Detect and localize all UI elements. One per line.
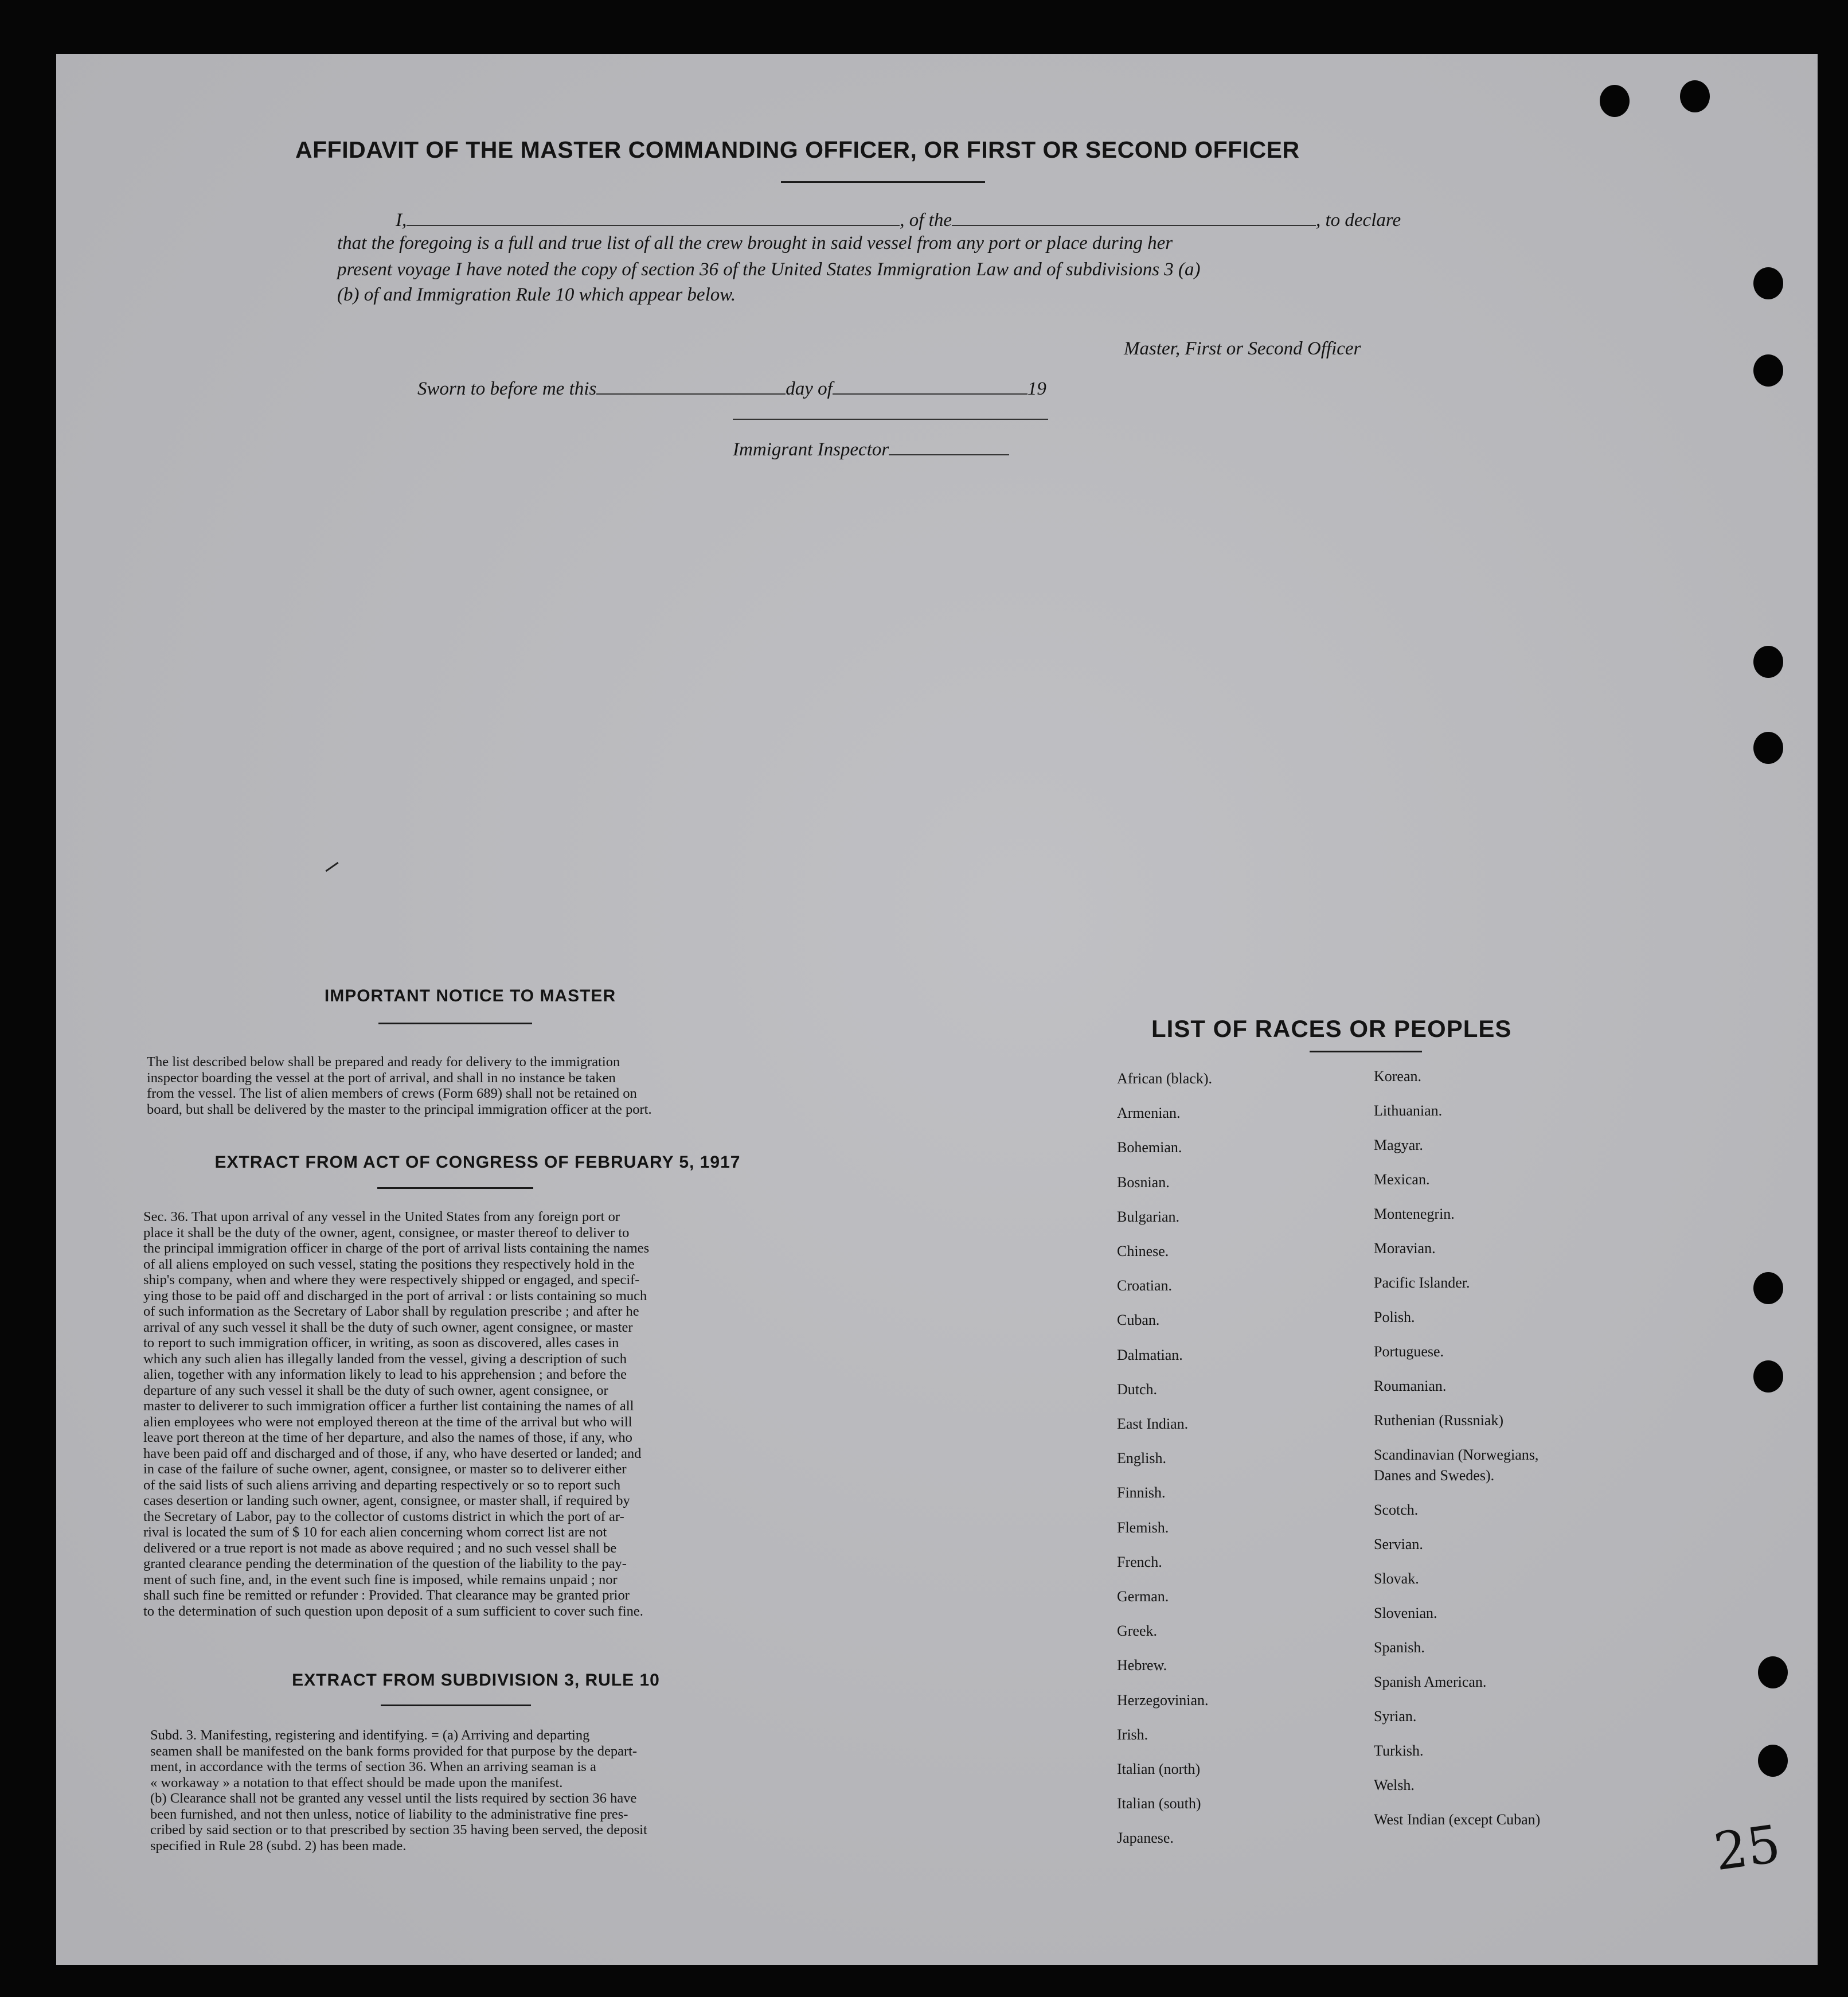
punch-hole <box>1753 354 1783 387</box>
punch-hole <box>1753 732 1783 764</box>
paragraph-line: been furnished, and not then unless, notice of liability to the administrative fine pres- <box>150 1806 628 1822</box>
paragraph-line: « workaway » a notation to that effect should be made upon the manifest. <box>150 1774 563 1791</box>
race-item: Syrian. <box>1374 1708 1417 1725</box>
affidavit-of-the: , of the <box>900 210 952 231</box>
paragraph-line: place it shall be the duty of the owner, agent, consignee, or master thereof to deliver to <box>143 1224 630 1241</box>
paragraph-line: which any such alien has illegally landed from the vessel, giving a description of such <box>143 1351 627 1367</box>
race-item: Ruthenian (Russniak) <box>1374 1412 1504 1429</box>
inspector-blank <box>889 454 1009 455</box>
punch-hole <box>1753 267 1783 299</box>
race-item: Greek. <box>1117 1622 1158 1639</box>
race-item: Finnish. <box>1117 1484 1166 1501</box>
race-item: Dalmatian. <box>1117 1347 1183 1363</box>
race-item: Polish. <box>1374 1309 1415 1325</box>
race-item: East Indian. <box>1117 1415 1189 1432</box>
punch-hole <box>1758 1656 1788 1688</box>
inspector-line <box>733 436 1009 463</box>
notice-underline <box>378 1023 532 1024</box>
paragraph-line: to report to such immigration officer, in writing, as soon as discovered, alles cases in <box>143 1335 619 1351</box>
paragraph-line: ship's company, when and where they were respectively shipped or engaged, and specif- <box>143 1272 640 1288</box>
race-item: Cuban. <box>1117 1312 1160 1328</box>
affidavit-line-2: that the foregoing is a full and true list of all the crew brought in said vessel from any port or place during her <box>337 233 1173 253</box>
races-title: LIST OF RACES OR PEOPLES <box>1151 1015 1512 1042</box>
punch-hole <box>1753 1360 1783 1393</box>
paragraph-line: ment of such fine, and, in the event such fine is imposed, while remains unpaid ; nor <box>143 1571 618 1588</box>
name-blank <box>407 225 900 226</box>
race-item: Italian (south) <box>1117 1795 1201 1812</box>
notice-title: IMPORTANT NOTICE TO MASTER <box>324 986 616 1005</box>
paragraph-line: alien employees who were not employed thereon at the time of the arrival but who will <box>143 1414 632 1430</box>
race-item: Korean. <box>1374 1068 1422 1085</box>
race-item: Turkish. <box>1374 1742 1424 1759</box>
paragraph-line: cribed by said section or to that prescribed by section 35 having been served, the deposit <box>150 1822 647 1838</box>
sworn-label: Sworn to before me this <box>417 379 597 399</box>
punch-hole <box>1758 1745 1788 1777</box>
notice-paragraph <box>147 1054 808 1117</box>
race-item: Servian. <box>1374 1536 1423 1553</box>
paragraph-line: have been paid off and discharged and of those, if any, who have deserted or landed; and <box>143 1445 642 1461</box>
paragraph-line: leave port thereon at the time of her departure, and also the names of those, if any, who <box>143 1430 632 1445</box>
paragraph-line: departure of any such vessel it shall be the duty of such owner, agent consignee, or <box>143 1382 608 1398</box>
race-item: Montenegrin. <box>1374 1206 1455 1222</box>
month-blank <box>833 393 1027 395</box>
act-section-36-paragraph <box>143 1209 810 1619</box>
paragraph-line: The list described below shall be prepared and ready for delivery to the immigration <box>147 1054 620 1070</box>
race-item: Bulgarian. <box>1117 1208 1180 1225</box>
race-item: Slovenian. <box>1374 1605 1437 1621</box>
act-underline <box>377 1187 533 1189</box>
race-item: German. <box>1117 1588 1169 1605</box>
race-item: Danes and Swedes). <box>1374 1467 1495 1484</box>
race-item: Bohemian. <box>1117 1139 1182 1156</box>
title-underline <box>781 181 985 183</box>
race-item: Bosnian. <box>1117 1174 1170 1191</box>
race-item: Pacific Islander. <box>1374 1274 1470 1291</box>
rule-10-paragraph <box>150 1727 813 1854</box>
paragraph-line: Sec. 36. That upon arrival of any vessel in the United States from any foreign port or <box>143 1209 620 1224</box>
day-blank <box>596 393 786 395</box>
race-item: Japanese. <box>1117 1830 1174 1846</box>
vessel-blank <box>952 225 1316 226</box>
paragraph-line: board, but shall be delivered by the master to the principal immigration officer at the port. <box>147 1101 652 1117</box>
race-item: Lithuanian. <box>1374 1102 1443 1119</box>
affidavit-line-3: present voyage I have noted the copy of section 36 of the United States Immigration Law and of subdivisions 3 (a) <box>337 259 1201 280</box>
race-item: Italian (north) <box>1117 1761 1201 1777</box>
handwritten-page-number: 25 <box>1710 1813 1784 1883</box>
master-signature-label: Master, First or Second Officer <box>1124 338 1361 359</box>
race-item: English. <box>1117 1450 1166 1466</box>
races-underline <box>1310 1051 1422 1052</box>
paragraph-line: rival is located the sum of $ 10 for each alien concerning whom correct list are not <box>143 1524 607 1540</box>
paragraph-line: granted clearance pending the determination of the question of the liability to the pay- <box>143 1556 627 1571</box>
race-item: Welsh. <box>1374 1777 1415 1793</box>
race-item: West Indian (except Cuban) <box>1374 1811 1541 1828</box>
affidavit-i: I, <box>396 210 407 231</box>
signature-line <box>733 419 1048 420</box>
paragraph-line: the principal immigration officer in charge of the port of arrival lists containing the names <box>143 1241 650 1256</box>
inspector-label: Immigrant Inspector <box>733 439 889 460</box>
paragraph-line: in case of the failure of suche owner, agent, consignee, or master so to deliverer either <box>143 1461 627 1477</box>
race-item: Chinese. <box>1117 1243 1169 1259</box>
paragraph-line: inspector boarding the vessel at the port of arrival, and shall in no instance be taken <box>147 1070 616 1086</box>
paragraph-line: the Secretary of Labor, pay to the collector of customs district in which the port of ar- <box>143 1508 624 1524</box>
punch-hole <box>1753 1272 1783 1304</box>
paragraph-line: arrival of any such vessel it shall be the duty of such owner, agent consignee, or master <box>143 1319 633 1335</box>
race-item: Dutch. <box>1117 1381 1158 1398</box>
paragraph-line: specified in Rule 28 (subd. 2) has been made. <box>150 1838 407 1854</box>
race-item: Spanish. <box>1374 1639 1425 1656</box>
race-item: African (black). <box>1117 1070 1213 1087</box>
affidavit-to-declare: , to declare <box>1315 210 1401 231</box>
race-item: Roumanian. <box>1374 1378 1447 1394</box>
paragraph-line: cases desertion or landing such owner, agent, consignee, or master shall, if required by <box>143 1493 630 1508</box>
paragraph-line: seamen shall be manifested on the bank forms provided for that purpose by the depart- <box>150 1743 638 1759</box>
rule-underline <box>381 1705 531 1706</box>
race-item: Magyar. <box>1374 1137 1423 1153</box>
paragraph-line: Subd. 3. Manifesting, registering and identifying. = (a) Arriving and departing <box>150 1727 590 1743</box>
paragraph-line: delivered or a true report is not made as above required ; and no such vessel shall be <box>143 1540 617 1556</box>
sworn-line <box>417 375 1046 403</box>
paragraph-line: ying those to be paid off and discharged in the port of arrival : or lists containing so much <box>143 1288 647 1304</box>
paragraph-line: ment, in accordance with the terms of section 36. When an arriving seaman is a <box>150 1759 596 1774</box>
race-item: Hebrew. <box>1117 1657 1167 1674</box>
race-item: Scandinavian (Norwegians, <box>1374 1446 1539 1463</box>
year-prefix: 19 <box>1027 379 1046 399</box>
race-item: Portuguese. <box>1374 1343 1444 1360</box>
paragraph-line: (b) Clearance shall not be granted any vessel until the lists required by section 36 have <box>150 1791 637 1806</box>
punch-hole <box>1753 646 1783 678</box>
race-item: Flemish. <box>1117 1519 1169 1536</box>
rule-title: EXTRACT FROM SUBDIVISION 3, RULE 10 <box>292 1671 660 1690</box>
punch-hole <box>1680 80 1710 112</box>
race-item: Irish. <box>1117 1726 1148 1743</box>
race-item: French. <box>1117 1554 1162 1570</box>
paragraph-line: master to deliverer to such immigration officer a further list containing the names of all <box>143 1398 634 1414</box>
affidavit-title: AFFIDAVIT OF THE MASTER COMMANDING OFFICER, OR FIRST OR SECOND OFFICER <box>295 136 1300 163</box>
paragraph-line: from the vessel. The list of alien members of crews (Form 689) shall not be retained on <box>147 1086 637 1101</box>
race-item: Spanish American. <box>1374 1674 1487 1690</box>
paragraph-line: of the said lists of such aliens arriving and departing respectively or so to report such <box>143 1477 621 1493</box>
affidavit-line-4: (b) of and Immigration Rule 10 which appear below. <box>337 284 736 305</box>
race-item: Armenian. <box>1117 1105 1181 1121</box>
paragraph-line: of such information as the Secretary of Labor shall by regulation prescribe ; and after he <box>143 1304 639 1319</box>
race-item: Herzegovinian. <box>1117 1692 1209 1709</box>
act-title: EXTRACT FROM ACT OF CONGRESS OF FEBRUARY 5, 1917 <box>214 1153 741 1172</box>
race-item: Mexican. <box>1374 1171 1430 1188</box>
paragraph-line: of all aliens employed on such vessel, stating the positions they respectively hold in the <box>143 1256 635 1272</box>
race-item: Scotch. <box>1374 1501 1419 1518</box>
paragraph-line: alien, together with any information likely to lead to his apprehension ; and before the <box>143 1367 627 1382</box>
race-item: Moravian. <box>1374 1240 1436 1257</box>
race-item: Slovak. <box>1374 1570 1419 1587</box>
day-of-label: day of <box>786 379 833 399</box>
paragraph-line: shall such fine be remitted or refunder : Provided. That clearance may be granted prior <box>143 1588 630 1603</box>
punch-hole <box>1600 85 1630 117</box>
paragraph-line: to the determination of such question upon deposit of a sum sufficient to cover such fine. <box>143 1603 643 1619</box>
race-item: Croatian. <box>1117 1277 1173 1294</box>
